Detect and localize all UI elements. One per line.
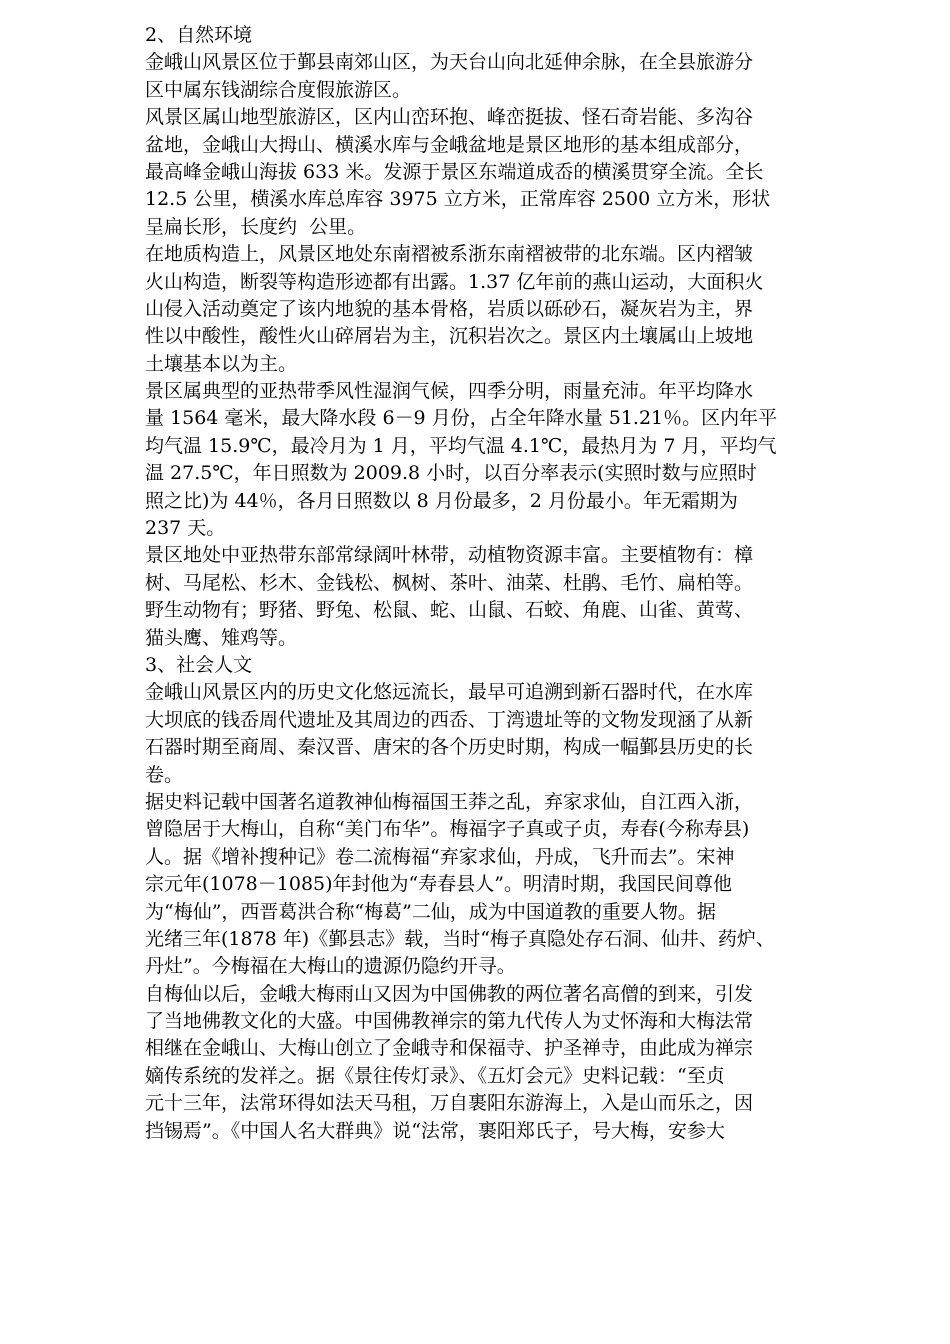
text-line: 12.5 公里，横溪水库总库容 3975 立方米，正常库容 2500 立方米，形状 — [145, 188, 771, 211]
text-line: 金峨山风景区内的历史文化悠远流长，最早可追溯到新石器时代，在水库 — [145, 681, 754, 704]
text-line: 相继在金峨山、大梅山创立了金峨寺和保福寺、护圣禅寺，由此成为禅宗 — [145, 1037, 754, 1060]
text-line: 宗元年(1078－1085)年封他为“寿春县人”。明清时期，我国民间尊他 — [145, 873, 732, 896]
text-line: 树、马尾松、杉木、金钱松、枫树、茶叶、油菜、杜鹃、毛竹、扁柏等。 — [145, 571, 754, 594]
document-page — [145, 22, 875, 1145]
text-line: 元十三年，法常环得如法天马租，万自裹阳东游海上，入是山而乐之，因 — [145, 1092, 754, 1115]
text-line: 人。据《增补搜种记》卷二流梅福“弃家求仙，丹成，飞升而去”。宋神 — [145, 845, 735, 868]
text-line: 性以中酸性，酸性火山碎屑岩为主，沉积岩次之。景区内土壤属山上坡地 — [145, 325, 754, 348]
text-line: 挡锡焉”。《中国人名大群典》说“法常，裹阳郑氏子，号大梅，安参大 — [145, 1119, 725, 1142]
text-line: 最高峰金峨山海拔 633 米。发源于景区东端道成岙的横溪贯穿全流。全长 — [145, 160, 764, 183]
text-line: 卷。 — [145, 763, 184, 786]
text-line: 了当地佛教文化的大盛。中国佛教禅宗的第九代传人为丈怀海和大梅法常 — [145, 1010, 754, 1033]
text-line: 火山构造，断裂等构造形迹都有出露。1.37 亿年前的燕山运动，大面积火 — [145, 270, 764, 293]
text-line: 呈扁长形，长度约 公里。 — [145, 215, 367, 238]
text-line: 曾隐居于大梅山，自称“美门布华”。梅福字子真或子贞，寿春(今称寿县) — [145, 818, 750, 841]
text-line: 嫡传系统的发祥之。据《景往传灯录》、《五灯会元》史料记载：“至贞 — [145, 1064, 725, 1087]
text-line: 在地质构造上，风景区地处东南褶被系浙东南褶被带的北东端。区内褶皱 — [145, 243, 754, 266]
text-line: 量 1564 毫米，最大降水段 6－9 月份，占全年降水量 51.21％。区内年平 — [145, 407, 778, 430]
text-line: 3、社会人文 — [145, 653, 253, 676]
text-line: 景区地处中亚热带东部常绿阔叶林带，动植物资源丰富。主要植物有：樟 — [145, 544, 754, 567]
text-line: 盆地，金峨山大拇山、横溪水库与金峨盆地是景区地形的基本组成部分， — [145, 133, 754, 156]
text-line: 据史料记载中国著名道教神仙梅福国王莽之乱，弃家求仙，自江西入浙， — [145, 790, 754, 813]
text-line: 景区属典型的亚热带季风性湿润气候，四季分明，雨量充沛。年平均降水 — [145, 380, 754, 403]
text-line: 光绪三年(1878 年)《鄞县志》载，当时“梅子真隐处存石洞、仙井、药炉、 — [145, 927, 775, 950]
text-line: 风景区属山地型旅游区，区内山峦环抱、峰峦挺拔、怪石奇岩能、多沟谷 — [145, 106, 754, 129]
text-line: 金峨山风景区位于鄞县南郊山区，为天台山向北延伸余脉，在全县旅游分 — [145, 51, 754, 74]
text-line: 照之比)为 44％，各月日照数以 8 月份最多，2 月份最小。年无霜期为 — [145, 489, 738, 512]
text-line: 野生动物有；野猪、野兔、松鼠、蛇、山鼠、石蛟、角鹿、山雀、黄莺、 — [145, 599, 754, 622]
text-line: 山侵入活动奠定了该内地貌的基本骨格，岩质以砾砂石，凝灰岩为主，界 — [145, 297, 754, 320]
text-line: 均气温 15.9℃，最冷月为 1 月，平均气温 4.1℃，最热月为 7 月，平均气 — [145, 434, 777, 457]
text-line: 区中属东钱湖综合度假旅游区。 — [145, 78, 412, 101]
text-line: 石器时期至商周、秦汉晋、唐宋的各个历史时期，构成一幅鄞县历史的长 — [145, 736, 754, 759]
text-line: 猫头鹰、雉鸡等。 — [145, 626, 298, 649]
text-line: 土壤基本以为主。 — [145, 352, 298, 375]
text-line: 为“梅仙”，西晋葛洪合称“梅葛”二仙，成为中国道教的重要人物。据 — [145, 900, 716, 923]
text-line: 237 天。 — [145, 517, 226, 540]
text-line: 大坝底的钱岙周代遗址及其周边的西岙、丁湾遗址等的文物发现涵了从新 — [145, 708, 754, 731]
text-line: 温 27.5℃，年日照数为 2009.8 小时，以百分率表示(实照时数与应照时 — [145, 462, 757, 485]
text-line: 自梅仙以后，金峨大梅雨山又因为中国佛教的两位著名高僧的到来，引发 — [145, 982, 754, 1005]
text-line: 2、自然环境 — [145, 24, 253, 46]
text-line: 丹灶”。今梅福在大梅山的遗源仍隐约开寻。 — [145, 955, 516, 978]
